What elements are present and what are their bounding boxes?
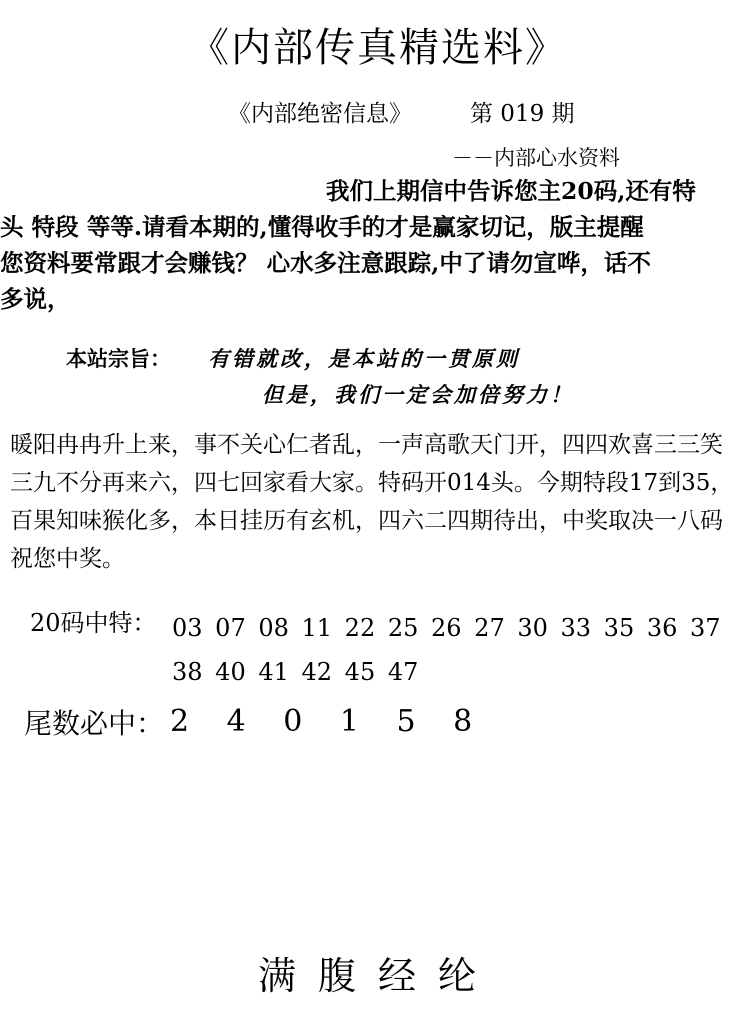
tail-label: 尾数必中： — [24, 707, 165, 740]
issue-number: 第 019 期 — [470, 101, 575, 127]
codes-label: 20码中特： — [30, 609, 157, 637]
motto-line-2: 但是，我们一定会加倍努力！ — [262, 382, 574, 407]
subtitle: 《内部绝密信息》 — [228, 101, 412, 127]
motto-label: 本站宗旨： — [66, 346, 171, 371]
poem-line: 祝您中奖。 — [10, 546, 125, 572]
poem-line: 暖阳冉冉升上来，事不关心仁者乱，一声高歌天门开，四四欢喜三三笑 — [10, 432, 723, 458]
intro-paragraph — [0, 173, 756, 317]
page-title: 《内部传真精选料》 — [189, 25, 567, 71]
codes-numbers: 03 07 08 11 22 25 26 27 30 33 35 36 37 38 40 41 42 45 47 — [172, 614, 721, 686]
intro-line: 我们上期信中告诉您主20码,还有特 — [326, 177, 696, 205]
footer-text: 满腹经纶 — [257, 954, 498, 998]
poem-line: 三九不分再来六，四七回家看大家。特码开014头。今期特段17到35， — [10, 470, 734, 496]
tail-digits: 2 4 0 1 5 8 — [170, 704, 487, 739]
motto-line-1: 有错就改，是本站的一贯原则 — [208, 346, 520, 371]
poem-paragraph — [10, 426, 733, 578]
poem-line: 百果知味猴化多，本日挂历有玄机，四六二四期待出，中奖取决一八码 — [10, 508, 723, 534]
intro-line: 头 特段 等等.请看本期的,懂得收手的才是赢家切记，版主提醒 — [0, 213, 644, 241]
intro-line: 多说， — [0, 285, 71, 313]
intro-line: 您资料要常跟才会赚钱？ 心水多注意跟踪,中了请勿宣哗，话不 — [0, 249, 651, 277]
source-line: －－内部心水资料 — [452, 146, 620, 170]
